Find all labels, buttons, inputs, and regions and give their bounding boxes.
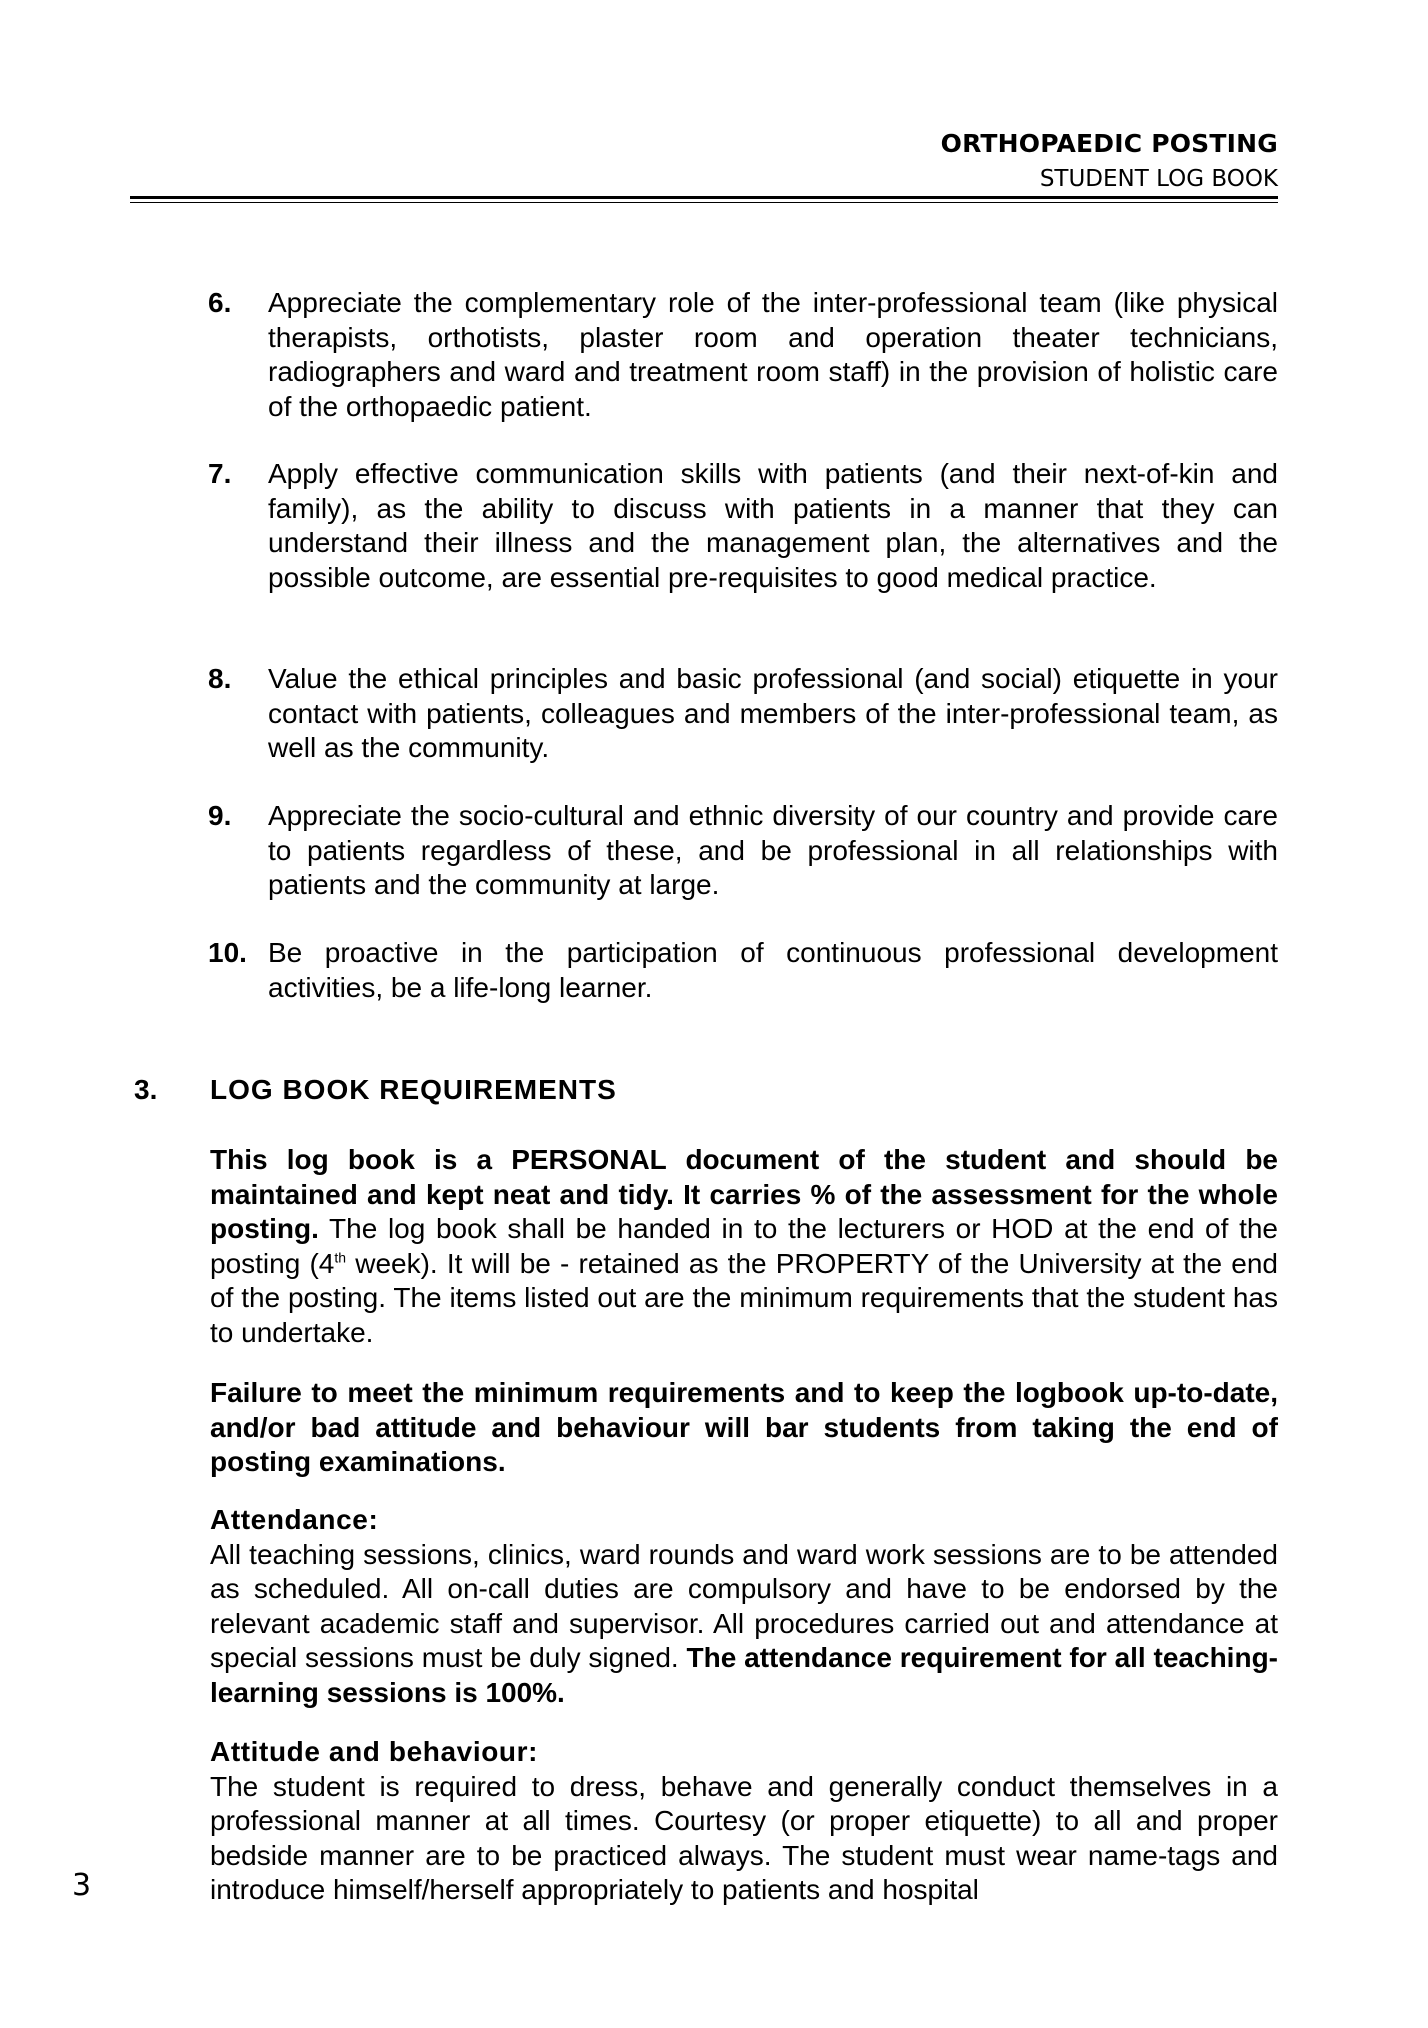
attendance-block [210, 1503, 1278, 1710]
objective-text: Appreciate the complementary role of the inter-professional team (like physical therapists, orthotists, plaster room and operation theater technicians, radiographers and ward and treatment room staff) in the provision of holistic care of the orthopaedic patient. [268, 287, 1278, 422]
header-rule-thin [130, 202, 1278, 203]
section-heading: LOG BOOK REQUIREMENTS [210, 1074, 617, 1105]
objective-number: 7. [208, 458, 232, 489]
attitude-heading: Attitude and behaviour: [210, 1736, 539, 1767]
objective-item-6 [208, 286, 1278, 424]
objective-number: 6. [208, 287, 232, 318]
objective-item-10 [208, 936, 1278, 1005]
page-header [130, 128, 1278, 194]
attendance-requirement: The attendance requirement for all teaching-learning sessions is 100%. [210, 1642, 1278, 1708]
objective-text: Apply effective communication skills with patients (and their next-of-kin and family), as the ability to discuss with patients in a manner that they can understand their illness and the management plan, the alternatives and the possible outcome, are essential pre-requisites to good medical practice. [268, 458, 1278, 593]
intro-text-a: The log book shall be handed in to the lecturers or HOD at the end of the posting (4 [210, 1213, 1278, 1279]
objective-number: 10. [208, 937, 247, 968]
objective-item-8 [208, 662, 1278, 766]
attitude-block [210, 1735, 1278, 1908]
attendance-text [210, 1538, 1278, 1711]
warning-paragraph: Failure to meet the minimum requirements and to keep the logbook up-to-date, and/or bad attitude and behaviour will bar students from taking the end of posting examinations. [210, 1377, 1278, 1477]
objective-text: Appreciate the socio-cultural and ethnic diversity of our country and provide care to patients regardless of these, and be professional in all relationships with patients and the community at large. [268, 800, 1278, 900]
intro-text-b: week). It will be - retained as the PROPERTY of the University at the end of the posting. The items listed out are the minimum requirements that the student has to undertake. [210, 1247, 1278, 1348]
intro-bold-text: This log book is a PERSONAL document of the student and should be maintained and kept neat and tidy. It carries % of the assessment for the whole posting. [210, 1144, 1278, 1244]
page-number: 3 [72, 1868, 92, 1903]
header-subtitle: STUDENT LOG BOOK [1039, 166, 1278, 192]
objective-item-7 [208, 457, 1278, 595]
header-title: ORTHOPAEDIC POSTING [940, 129, 1278, 158]
objective-text: Value the ethical principles and basic professional (and social) etiquette in your contact with patients, colleagues and members of the inter-professional team, as well as the community. [268, 663, 1278, 763]
attitude-text: The student is required to dress, behave and generally conduct themselves in a professional manner at all times. Courtesy (or proper etiquette) to all and proper bedside manner are to be practiced always. The student must wear name-tags and introduce himself/herself appropriately to patients and hospital [210, 1770, 1278, 1905]
objective-text: Be proactive in the participation of continuous professional development activities, be a life-long learner. [268, 937, 1278, 1003]
section-number: 3. [134, 1074, 158, 1105]
header-rule-thick [130, 196, 1278, 199]
objective-number: 8. [208, 663, 232, 694]
logbook-intro-paragraph [210, 1143, 1278, 1350]
intro-superscript: th [334, 1249, 347, 1266]
objective-item-9 [208, 799, 1278, 903]
attendance-heading: Attendance: [210, 1504, 379, 1535]
objective-number: 9. [208, 800, 232, 831]
attendance-body: All teaching sessions, clinics, ward rounds and ward work sessions are to be attended as scheduled. All on-call duties are compulsory and have to be endorsed by the relevant academic staff and supervisor. All procedures carried out and attendance at special sessions must be duly signed. [210, 1538, 1278, 1673]
